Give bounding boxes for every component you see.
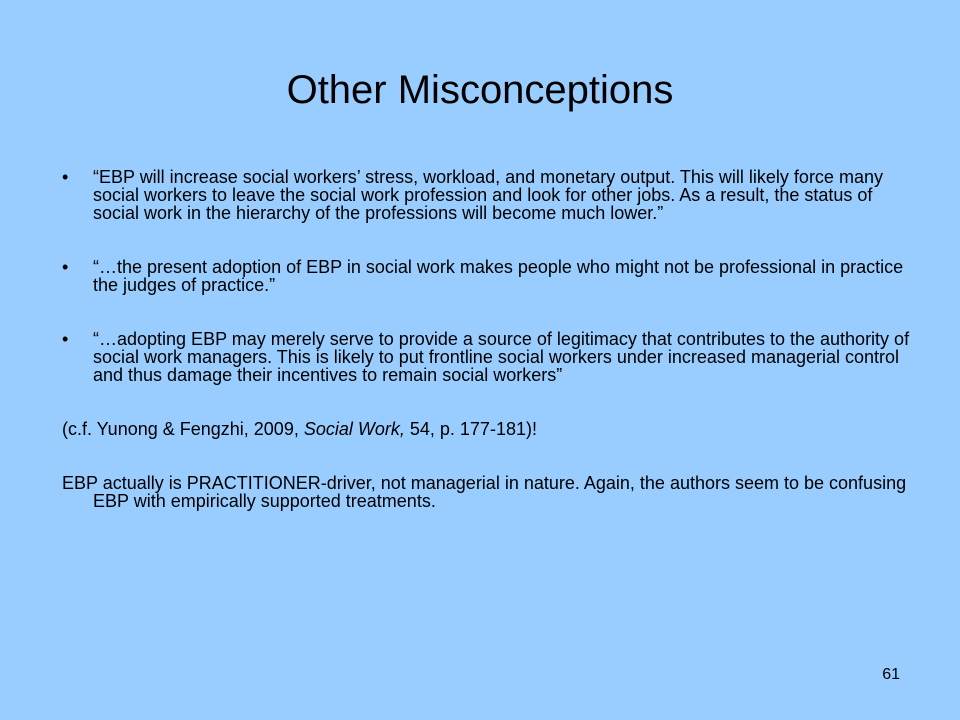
bullet-item	[62, 258, 912, 294]
citation-journal: Social Work,	[303, 419, 405, 439]
bullet-dot: •	[62, 329, 69, 349]
bullet-item	[62, 330, 912, 384]
bullet-text: “…adopting EBP may merely serve to provide a source of legitimacy that contributes to the authority of social work managers. This is likely to put frontline social workers under increased managerial control and thus damage their incentives to remain social workers”	[93, 329, 910, 385]
slide-title: Other Misconceptions	[286, 68, 674, 112]
bullet-text: “EBP will increase social workers’ stress, workload, and monetary output. This will likely force many social workers to leave the social work profession and look for other jobs. As a result, the status of social work in the hierarchy of the professions will become much lower.”	[93, 167, 883, 223]
closing-paragraph: EBP actually is PRACTITIONER-driver, not managerial in nature. Again, the authors seem to be confusing EBP with empirically supported treatments.	[62, 473, 907, 511]
citation	[62, 420, 912, 438]
citation-suffix: 54, p. 177-181)!	[404, 419, 537, 439]
page-number: 61	[882, 666, 900, 683]
bullet-item	[62, 168, 912, 222]
slide-body	[62, 168, 912, 510]
bullet-text: “…the present adoption of EBP in social work makes people who might not be professional in practice the judges of practice.”	[93, 257, 904, 295]
bullet-dot: •	[62, 257, 69, 277]
bullet-dot: •	[62, 167, 69, 187]
citation-prefix: (c.f. Yunong & Fengzhi, 2009,	[62, 419, 304, 439]
